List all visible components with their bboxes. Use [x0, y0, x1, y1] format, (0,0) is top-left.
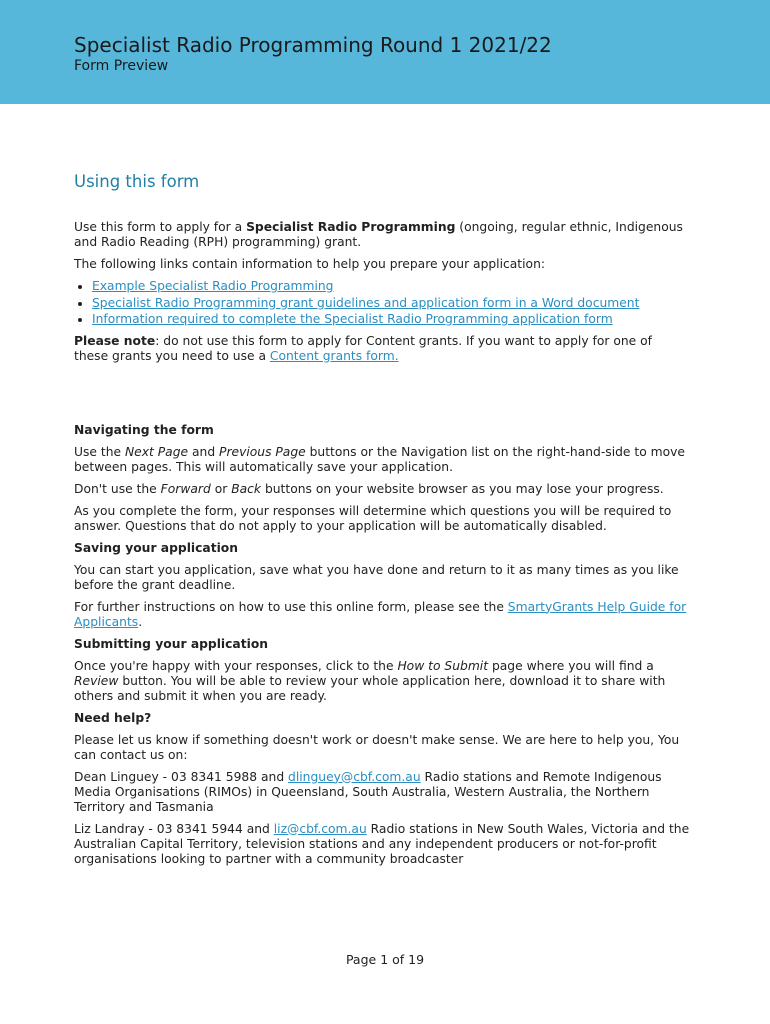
- intro-paragraph: [74, 220, 690, 250]
- help-heading: Need help?: [74, 710, 152, 725]
- note-paragraph: [74, 334, 690, 364]
- forward-term: Forward: [160, 481, 211, 496]
- submitting-paragraph: [74, 659, 690, 704]
- text: Use the: [74, 444, 125, 459]
- list-item: [92, 279, 690, 294]
- saving-heading: Saving your application: [74, 540, 239, 555]
- navigating-p2: [74, 482, 690, 497]
- page-header: [0, 0, 770, 104]
- content-grants-link[interactable]: Content grants form.: [269, 348, 399, 363]
- liz-email-link[interactable]: liz@cbf.com.au: [273, 821, 367, 836]
- text: Liz Landray - 03 8341 5944 and: [74, 821, 274, 836]
- review-term: Review: [74, 673, 119, 688]
- text: page where you will find a: [488, 658, 654, 673]
- guidelines-link[interactable]: Specialist Radio Programming grant guidelines and application form in a Word document: [92, 295, 640, 310]
- navigating-p1: [74, 445, 690, 475]
- text: button. You will be able to review your whole application here, download it to share with others and submit it when you are ready.: [74, 673, 666, 703]
- intro-text-end: (ongoing, regular ethnic, Indigenous and Radio Reading (RPH) programming) grant.: [74, 220, 683, 249]
- contact-dean: [74, 770, 690, 815]
- text: or: [210, 481, 232, 496]
- intro-text: Use this form to apply for a: [74, 220, 247, 234]
- saving-p2: [74, 600, 690, 630]
- page-number: Page 1 of 19: [345, 952, 425, 967]
- form-subtitle: Form Preview: [74, 58, 169, 74]
- form-content: [74, 172, 690, 874]
- note-text: : do not use this form to apply for Content grants. If you want to apply for one of these grants you need to use a: [74, 333, 652, 363]
- information-link[interactable]: Information required to complete the Specialist Radio Programming application form: [92, 312, 613, 326]
- text: Dean Linguey - 03 8341 5988 and: [74, 769, 289, 784]
- text: buttons on your website browser as you may lose your progress.: [261, 481, 664, 496]
- contact-liz: [74, 822, 690, 867]
- text: and: [188, 444, 220, 459]
- list-item: [92, 312, 690, 327]
- text: .: [138, 614, 143, 629]
- links-intro: The following links contain information to help you prepare your application:: [74, 257, 546, 271]
- previous-page-term: Previous Page: [219, 444, 306, 459]
- text: Radio stations and Remote Indigenous Media Organisations (RIMOs) in Queensland, South Australia, Western Australia, the Northern Territory and Tasmania: [74, 769, 662, 814]
- text: Don't use the: [74, 481, 161, 496]
- intro-bold: Specialist Radio Programming: [246, 220, 456, 234]
- text: Once you're happy with your responses, click to the: [74, 658, 398, 673]
- navigating-p3: As you complete the form, your responses will determine which questions you will be required to answer. Questions that do not apply to your application will be automatically disabled.: [74, 503, 672, 533]
- text: buttons or the Navigation list on the right-hand-side to move between pages. This will automatically save your application.: [74, 444, 685, 474]
- spacer: [74, 371, 690, 423]
- list-item: [92, 296, 690, 311]
- back-term: Back: [231, 481, 262, 496]
- dean-email-link[interactable]: dlinguey@cbf.com.au: [288, 769, 421, 784]
- form-title: Specialist Radio Programming Round 1 2021/22: [74, 33, 552, 57]
- section-heading: Using this form: [74, 172, 200, 191]
- submitting-heading: Submitting your application: [74, 636, 269, 651]
- example-link[interactable]: Example Specialist Radio Programming: [92, 279, 334, 293]
- text: For further instructions on how to use this online form, please see the: [74, 599, 508, 614]
- help-paragraph: Please let us know if something doesn't work or doesn't make sense. We are here to help you, You can contact us on:: [74, 732, 680, 762]
- text: Radio stations in New South Wales, Victoria and the Australian Capital Territory, television stations and any independent producers or not-for-profit organisations looking to partner with a community broadcaster: [74, 821, 690, 866]
- navigating-heading: Navigating the form: [74, 422, 214, 437]
- next-page-term: Next Page: [124, 444, 189, 459]
- saving-p1: You can start you application, save what you have done and return to it as many times as you like before the grant deadline.: [74, 562, 679, 592]
- help-guide-link[interactable]: SmartyGrants Help Guide for Applicants: [74, 599, 687, 629]
- how-to-submit-term: How to Submit: [397, 658, 489, 673]
- links-list: [74, 279, 690, 327]
- note-label: Please note: [74, 333, 156, 348]
